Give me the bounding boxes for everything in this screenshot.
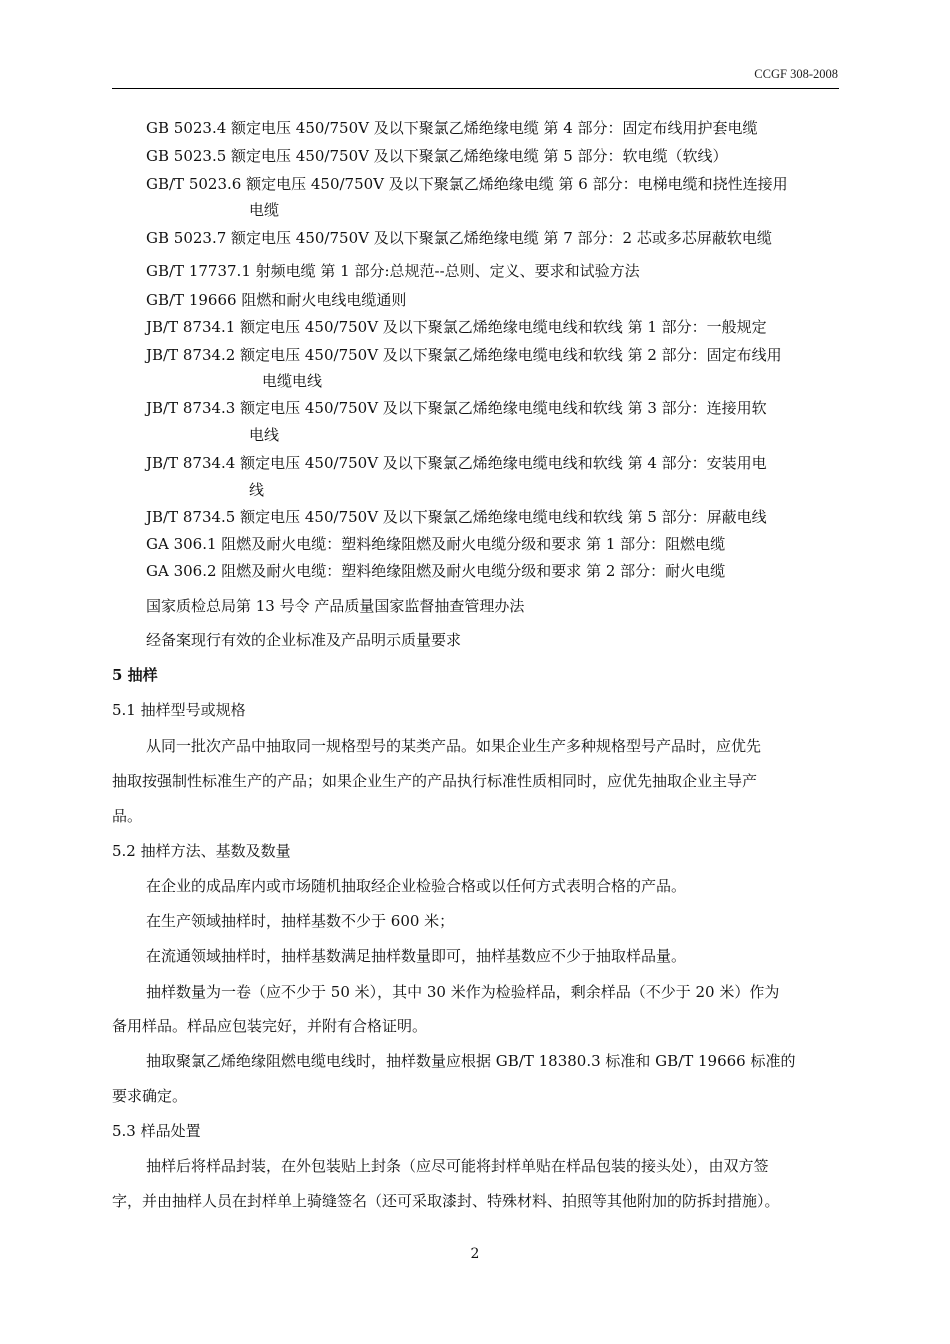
reference-line: JB/T 8734.5 额定电压 450/750V 及以下聚氯乙烯绝缘电缆电线和软线 第 5 部分：屏蔽电线 (146, 508, 767, 526)
paragraph-line: 要求确定。 (112, 1087, 188, 1105)
reference-line: JB/T 8734.3 额定电压 450/750V 及以下聚氯乙烯绝缘电缆电线和软线 第 3 部分：连接用软 (146, 399, 767, 417)
reference-line: GB/T 19666 阻燃和耐火电线电缆通则 (146, 291, 407, 309)
reference-line-continued: 电线 (249, 426, 280, 444)
section-heading: 5 抽样 (112, 666, 158, 684)
paragraph-line: 字，并由抽样人员在封样单上骑缝签名（还可采取漆封、特殊材料、拍照等其他附加的防拆封措施）。 (112, 1192, 780, 1210)
subsection-heading: 5.2 抽样方法、基数及数量 (112, 842, 291, 860)
document-code: CCGF 308-2008 (754, 67, 838, 81)
paragraph-line: 在流通领域抽样时，抽样基数满足抽样数量即可，抽样基数应不少于抽取样品量。 (146, 947, 687, 965)
reference-line: JB/T 8734.2 额定电压 450/750V 及以下聚氯乙烯绝缘电缆电线和软线 第 2 部分：固定布线用 (146, 346, 782, 364)
paragraph-line: 品。 (112, 807, 143, 825)
subsection-heading: 5.3 样品处置 (112, 1122, 201, 1140)
paragraph-line: 抽取聚氯乙烯绝缘阻燃电缆电线时，抽样数量应根据 GB/T 18380.3 标准和 GB/T 19666 标准的 (146, 1052, 796, 1070)
paragraph-line: 抽样数量为一卷（应不少于 50 米），其中 30 米作为检验样品，剩余样品（不少于 20 米）作为 (146, 983, 780, 1001)
reference-line: 经备案现行有效的企业标准及产品明示质量要求 (146, 631, 462, 649)
paragraph-line: 在企业的成品库内或市场随机抽取经企业检验合格或以任何方式表明合格的产品。 (146, 877, 687, 895)
reference-line: GA 306.1 阻燃及耐火电缆：塑料绝缘阻燃及耐火电缆分级和要求 第 1 部分：阻燃电缆 (146, 535, 726, 553)
reference-line: GA 306.2 阻燃及耐火电缆：塑料绝缘阻燃及耐火电缆分级和要求 第 2 部分：耐火电缆 (146, 562, 726, 580)
reference-line: JB/T 8734.4 额定电压 450/750V 及以下聚氯乙烯绝缘电缆电线和软线 第 4 部分：安装用电 (146, 454, 767, 472)
paragraph-line: 抽样后将样品封装，在外包装贴上封条（应尽可能将封样单贴在样品包装的接头处），由双方签 (146, 1157, 769, 1175)
reference-line: GB/T 17737.1 射频电缆 第 1 部分:总规范--总则、定义、要求和试验方法 (146, 262, 640, 280)
header-rule (112, 88, 839, 89)
paragraph-line: 在生产领域抽样时，抽样基数不少于 600 米； (146, 912, 455, 930)
reference-line-continued: 电缆电线 (262, 372, 323, 390)
paragraph-line: 抽取按强制性标准生产的产品；如果企业生产的产品执行标准性质相同时，应优先抽取企业主导产 (112, 772, 758, 790)
paragraph-line: 从同一批次产品中抽取同一规格型号的某类产品。如果企业生产多种规格型号产品时，应优先 (146, 737, 762, 755)
reference-line-continued: 电缆 (249, 201, 280, 219)
reference-line-continued: 线 (249, 481, 265, 499)
subsection-heading: 5.1 抽样型号或规格 (112, 701, 246, 719)
reference-line: GB 5023.5 额定电压 450/750V 及以下聚氯乙烯绝缘电缆 第 5 部分：软电缆（软线） (146, 147, 728, 165)
page-number: 2 (470, 1246, 480, 1262)
reference-line: GB/T 5023.6 额定电压 450/750V 及以下聚氯乙烯绝缘电缆 第 6 部分：电梯电缆和挠性连接用 (146, 175, 788, 193)
reference-line: 国家质检总局第 13 号令 产品质量国家监督抽查管理办法 (146, 597, 525, 615)
reference-line: GB 5023.4 额定电压 450/750V 及以下聚氯乙烯绝缘电缆 第 4 部分：固定布线用护套电缆 (146, 119, 758, 137)
reference-line: JB/T 8734.1 额定电压 450/750V 及以下聚氯乙烯绝缘电缆电线和软线 第 1 部分：一般规定 (146, 318, 767, 336)
reference-line: GB 5023.7 额定电压 450/750V 及以下聚氯乙烯绝缘电缆 第 7 部分：2 芯或多芯屏蔽软电缆 (146, 229, 772, 247)
paragraph-line: 备用样品。样品应包装完好，并附有合格证明。 (112, 1017, 428, 1035)
